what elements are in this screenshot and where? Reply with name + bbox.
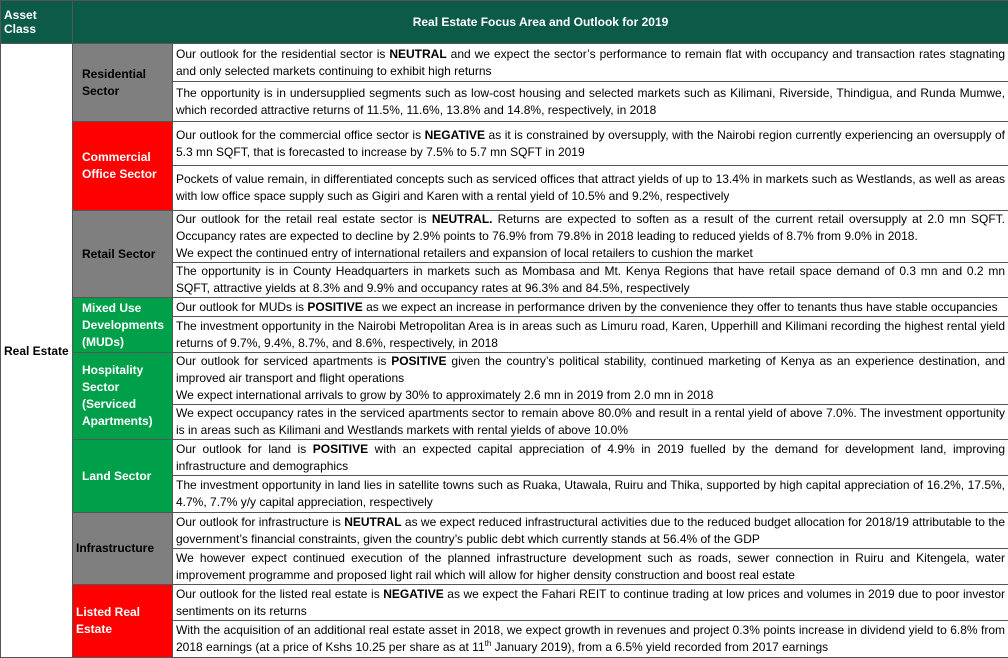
outlook-rating: NEUTRAL. [432, 212, 493, 226]
table-row [1, 513, 1008, 549]
outlook-rating: NEGATIVE [383, 587, 443, 601]
sector-hospitality [73, 353, 173, 440]
outlook-text: Our outlook for serviced apartments is POSITIVE given the country’s political stability, continued marketing of Kenya as an experience destination, and improved air transport and flight operations We expect international arrivals to grow by 30% to approximately 2.6 mn in 2019 from 2.0 mn in 2018 [173, 353, 1008, 405]
table-row [1, 298, 1008, 317]
sector-retail [73, 211, 173, 298]
sector-label: Hospitality Sector (Serviced Apartments) [76, 362, 169, 430]
outlook-rating: NEGATIVE [425, 128, 485, 142]
outlook-text: Our outlook for the commercial office sector is NEGATIVE as it is constrained by oversupply, with the Nairobi region currently experiencing an oversupply of 5.3 mn SQFT, that is forecasted to increase by 7.5% to 5.7 mn SQFT in 2019 [173, 122, 1008, 166]
sector-label: Land Sector [76, 468, 169, 485]
table-row [1, 440, 1008, 476]
sector-infrastructure [73, 513, 173, 585]
sector-label: Retail Sector [76, 246, 169, 263]
opportunity-text: With the acquisition of an additional real estate asset in 2018, we expect growth in revenues and project 0.3% points increase in dividend yield to 6.8% from 2018 earnings (at a price of Kshs 10.25 per share as at 11th January 2019), from a 6.5% yield recorded from 2017 earnings [173, 621, 1008, 658]
sector-residential [73, 44, 173, 122]
sector-label: Commercial Office Sector [76, 149, 169, 183]
opportunity-text: The opportunity is in undersupplied segments such as low-cost housing and selected markets such as Kilimani, Riverside, Thindigua, and Runda Mumwe, which recorded attractive returns of 11.5%, 11.6%, 13.8% and 14.8%, respectively, in 2018 [173, 82, 1008, 122]
sector-mixed-use [73, 298, 173, 353]
table-row [1, 353, 1008, 405]
sector-label: Residential Sector [76, 66, 169, 100]
outlook-text: Our outlook for the retail real estate sector is NEUTRAL. Returns are expected to soften as a result of the current retail oversupply at 2.0 mn SQFT. Occupancy rates are expected to decline by 2.9% points to 76.9% from 79.8% in 2018 leading to reduced yields of 8.7% from 9.0% in 2018. We expect the continued entry of international retailers and expansion of local retailers to cushion the market [173, 211, 1008, 263]
table-row [1, 585, 1008, 621]
sector-listed-real-estate [73, 585, 173, 658]
opportunity-text: We expect occupancy rates in the serviced apartments sector to remain above 80.0% and result in a rental yield of above 7.0%. The investment opportunity is in areas such as Kilimani and Westlands markets with rental yields of above 10.0% [173, 405, 1008, 440]
sector-commercial-office [73, 122, 173, 211]
opportunity-text: The opportunity is in County Headquarters in markets such as Mombasa and Mt. Kenya Regions that have retail space demand of 0.3 mn and 0.2 mn SQFT, attractive yields at 8.3% and 9.9% and occupancy rates at 96.3% and 84.5%, respectively [173, 263, 1008, 298]
opportunity-text: The investment opportunity in the Nairobi Metropolitan Area is in areas such as Limuru road, Karen, Upperhill and Kilimani recording the highest rental yield returns of 9.7%, 9.4%, 8.7%, and 8.6%, respectively, in 2018 [173, 317, 1008, 353]
outlook-text: Our outlook for the listed real estate is NEGATIVE as we expect the Fahari REIT to continue trading at low prices and volumes in 2019 due to poor investor sentiments on its returns [173, 585, 1008, 621]
outlook-rating: POSITIVE [313, 442, 368, 456]
outlook-rating: POSITIVE [307, 300, 362, 314]
header-row [1, 1, 1008, 44]
table-row [1, 122, 1008, 166]
table-row [1, 211, 1008, 263]
outlook-rating: NEUTRAL [389, 47, 446, 61]
opportunity-text: The investment opportunity in land lies in satellite towns such as Ruaka, Utawala, Ruiru and Thika, supported by high capital appreciation of 16.2%, 17.5%, 4.7%, 7.7% y/y capital appreciation, respectively [173, 476, 1008, 513]
sector-label: Infrastructure [76, 540, 169, 557]
header-focus-outlook: Real Estate Focus Area and Outlook for 2019 [73, 1, 1008, 44]
outlook-rating: NEUTRAL [344, 515, 401, 529]
header-asset-class: Asset Class [1, 1, 73, 44]
sector-land [73, 440, 173, 513]
outlook-text: Our outlook for MUDs is POSITIVE as we expect an increase in performance driven by the convenience they offer to tenants thus have stable occupancies [173, 298, 1008, 317]
outlook-rating: POSITIVE [391, 354, 446, 368]
asset-class-cell: Real Estate [1, 44, 73, 658]
sector-label: Mixed Use Developments (MUDs) [76, 300, 169, 351]
sector-label: Listed Real Estate [76, 604, 169, 638]
outlook-text: Our outlook for the residential sector is NEUTRAL and we expect the sector’s performance to remain flat with occupancy and transaction rates stagnating and only selected markets continuing to exhibit high returns [173, 44, 1008, 82]
outlook-text: Our outlook for land is POSITIVE with an expected capital appreciation of 4.9% in 2019 fuelled by the demand for development land, improving infrastructure and demographics [173, 440, 1008, 476]
opportunity-text: Pockets of value remain, in differentiated concepts such as serviced offices that attract yields of up to 13.4% in markets such as Westlands, as well as areas with low office space supply such as Gigiri and Karen with a rental yield of 10.5% and 9.2%, respectively [173, 166, 1008, 211]
table-row [1, 44, 1008, 82]
outlook-text: Our outlook for infrastructure is NEUTRAL as we expect reduced infrastructural activities due to the reduced budget allocation for 2018/19 attributable to the government’s financial constraints, given the country’s public debt which currently stands at 56.4% of the GDP [173, 513, 1008, 549]
opportunity-text: We however expect continued execution of the planned infrastructure development such as roads, sewer connection in Ruiru and Kitengela, water improvement programme and proposed light rail which will allow for higher density construction and boost real estate [173, 549, 1008, 585]
